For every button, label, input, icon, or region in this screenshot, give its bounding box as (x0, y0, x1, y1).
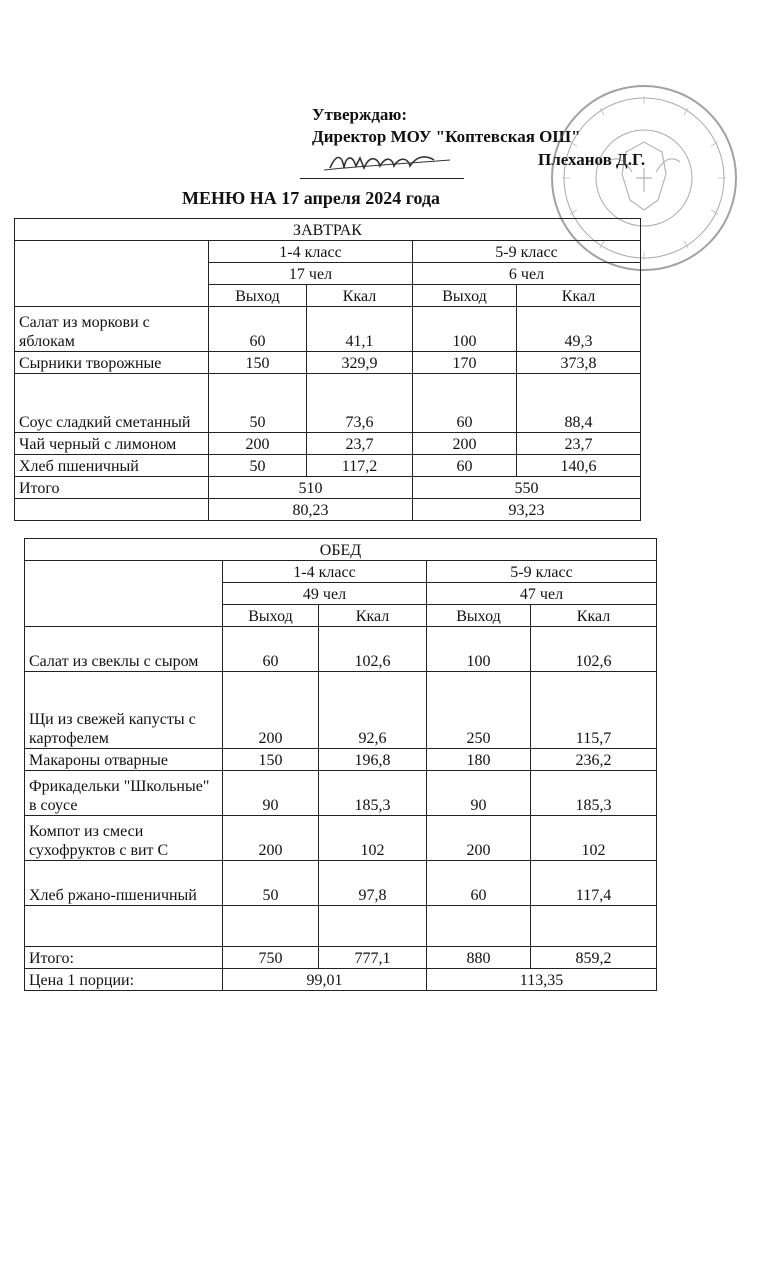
dish-out-2: 100 (413, 307, 517, 352)
dish-out-1: 200 (223, 672, 319, 749)
table-row (15, 433, 641, 455)
dish-kcal-2: 49,3 (517, 307, 641, 352)
breakfast-col-kcal-1: Ккал (307, 285, 413, 307)
breakfast-group-2: 5-9 класс (413, 241, 641, 263)
approval-line-2: Директор МОУ "Коптевская ОШ" (312, 127, 581, 146)
dish-name: Хлеб ржано-пшеничный (25, 861, 223, 906)
dish-out-1: 150 (209, 352, 307, 374)
signature-line (300, 178, 464, 179)
lunch-group-1: 1-4 класс (223, 561, 427, 583)
table-row (25, 749, 657, 771)
breakfast-price-blank (15, 499, 209, 521)
dish-out-1: 50 (209, 374, 307, 433)
director-name: Плеханов Д.Г. (538, 150, 646, 169)
lunch-header-blank (25, 561, 223, 627)
dish-out-2: 60 (413, 455, 517, 477)
breakfast-total-label: Итого (15, 477, 209, 499)
dish-out-2: 200 (413, 433, 517, 455)
dish-kcal-1: 117,2 (307, 455, 413, 477)
dish-name: Хлеб пшеничный (15, 455, 209, 477)
dish-name: Салат из моркови с яблокам (15, 307, 209, 352)
dish-out-1: 150 (223, 749, 319, 771)
dish-kcal-2: 102,6 (531, 627, 657, 672)
dish-name: Чай черный с лимоном (15, 433, 209, 455)
breakfast-header-blank (15, 241, 209, 307)
dish-name: Салат из свеклы с сыром (25, 627, 223, 672)
breakfast-people-1: 17 чел (209, 263, 413, 285)
breakfast-col-kcal-2: Ккал (517, 285, 641, 307)
dish-kcal-1: 41,1 (307, 307, 413, 352)
table-row (15, 352, 641, 374)
dish-kcal-1: 97,8 (319, 861, 427, 906)
dish-kcal-2: 117,4 (531, 861, 657, 906)
lunch-col-kcal-1: Ккал (319, 605, 427, 627)
dish-kcal-2: 140,6 (517, 455, 641, 477)
dish-out-2: 90 (427, 771, 531, 816)
dish-kcal-2: 236,2 (531, 749, 657, 771)
empty-cell (531, 906, 657, 947)
dish-kcal-2: 102 (531, 816, 657, 861)
lunch-total-label: Итого: (25, 947, 223, 969)
dish-out-1: 50 (209, 455, 307, 477)
dish-out-1: 60 (223, 627, 319, 672)
lunch-price-row (25, 969, 657, 991)
dish-kcal-2: 115,7 (531, 672, 657, 749)
table-row (15, 374, 641, 433)
empty-cell (427, 906, 531, 947)
dish-kcal-2: 373,8 (517, 352, 641, 374)
dish-out-2: 60 (413, 374, 517, 433)
lunch-group-2: 5-9 класс (427, 561, 657, 583)
lunch-people-2: 47 чел (427, 583, 657, 605)
dish-name: Щи из свежей капусты с картофелем (25, 672, 223, 749)
dish-kcal-2: 88,4 (517, 374, 641, 433)
table-row (25, 672, 657, 749)
dish-name: Соус сладкий сметанный (15, 374, 209, 433)
lunch-total-kcal-1: 777,1 (319, 947, 427, 969)
lunch-price-2: 113,35 (427, 969, 657, 991)
dish-kcal-1: 185,3 (319, 771, 427, 816)
dish-kcal-1: 329,9 (307, 352, 413, 374)
approval-line-1: Утверждаю: (312, 105, 408, 124)
lunch-col-kcal-2: Ккал (531, 605, 657, 627)
breakfast-total-1: 510 (209, 477, 413, 499)
breakfast-price-row (15, 499, 641, 521)
dish-out-1: 50 (223, 861, 319, 906)
dish-out-2: 170 (413, 352, 517, 374)
empty-cell (25, 906, 223, 947)
breakfast-col-out-2: Выход (413, 285, 517, 307)
lunch-price-1: 99,01 (223, 969, 427, 991)
dish-out-2: 250 (427, 672, 531, 749)
lunch-total-row (25, 947, 657, 969)
dish-out-2: 180 (427, 749, 531, 771)
dish-name: Компот из смеси сухофруктов с вит С (25, 816, 223, 861)
dish-name: Сырники творожные (15, 352, 209, 374)
breakfast-price-1: 80,23 (209, 499, 413, 521)
breakfast-table (14, 218, 641, 521)
dish-kcal-1: 196,8 (319, 749, 427, 771)
table-row (15, 307, 641, 352)
dish-kcal-1: 73,6 (307, 374, 413, 433)
breakfast-group-1: 1-4 класс (209, 241, 413, 263)
lunch-table (24, 538, 657, 991)
dish-out-2: 200 (427, 816, 531, 861)
dish-kcal-1: 102,6 (319, 627, 427, 672)
dish-kcal-2: 23,7 (517, 433, 641, 455)
table-row (25, 861, 657, 906)
menu-title: МЕНЮ НА 17 апреля 2024 года (182, 188, 441, 208)
dish-out-1: 200 (223, 816, 319, 861)
dish-name: Фрикадельки "Школьные" в соусе (25, 771, 223, 816)
breakfast-section-title: ЗАВТРАК (15, 219, 641, 241)
lunch-total-kcal-2: 859,2 (531, 947, 657, 969)
dish-name: Макароны отварные (25, 749, 223, 771)
breakfast-people-2: 6 чел (413, 263, 641, 285)
breakfast-price-2: 93,23 (413, 499, 641, 521)
table-row (25, 627, 657, 672)
empty-cell (319, 906, 427, 947)
empty-cell (223, 906, 319, 947)
dish-out-1: 90 (223, 771, 319, 816)
breakfast-total-row (15, 477, 641, 499)
lunch-total-out-2: 880 (427, 947, 531, 969)
dish-kcal-1: 102 (319, 816, 427, 861)
dish-out-1: 60 (209, 307, 307, 352)
lunch-people-1: 49 чел (223, 583, 427, 605)
dish-kcal-1: 92,6 (319, 672, 427, 749)
table-row (25, 816, 657, 861)
dish-kcal-1: 23,7 (307, 433, 413, 455)
lunch-total-out-1: 750 (223, 947, 319, 969)
approval-block (312, 104, 581, 148)
table-row (25, 771, 657, 816)
lunch-section-title: ОБЕД (25, 539, 657, 561)
breakfast-col-out-1: Выход (209, 285, 307, 307)
breakfast-total-2: 550 (413, 477, 641, 499)
empty-row (25, 906, 657, 947)
lunch-col-out-2: Выход (427, 605, 531, 627)
lunch-col-out-1: Выход (223, 605, 319, 627)
table-row (15, 455, 641, 477)
dish-out-2: 60 (427, 861, 531, 906)
signature-image (300, 146, 460, 178)
dish-out-2: 100 (427, 627, 531, 672)
lunch-price-label: Цена 1 порции: (25, 969, 223, 991)
dish-kcal-2: 185,3 (531, 771, 657, 816)
dish-out-1: 200 (209, 433, 307, 455)
